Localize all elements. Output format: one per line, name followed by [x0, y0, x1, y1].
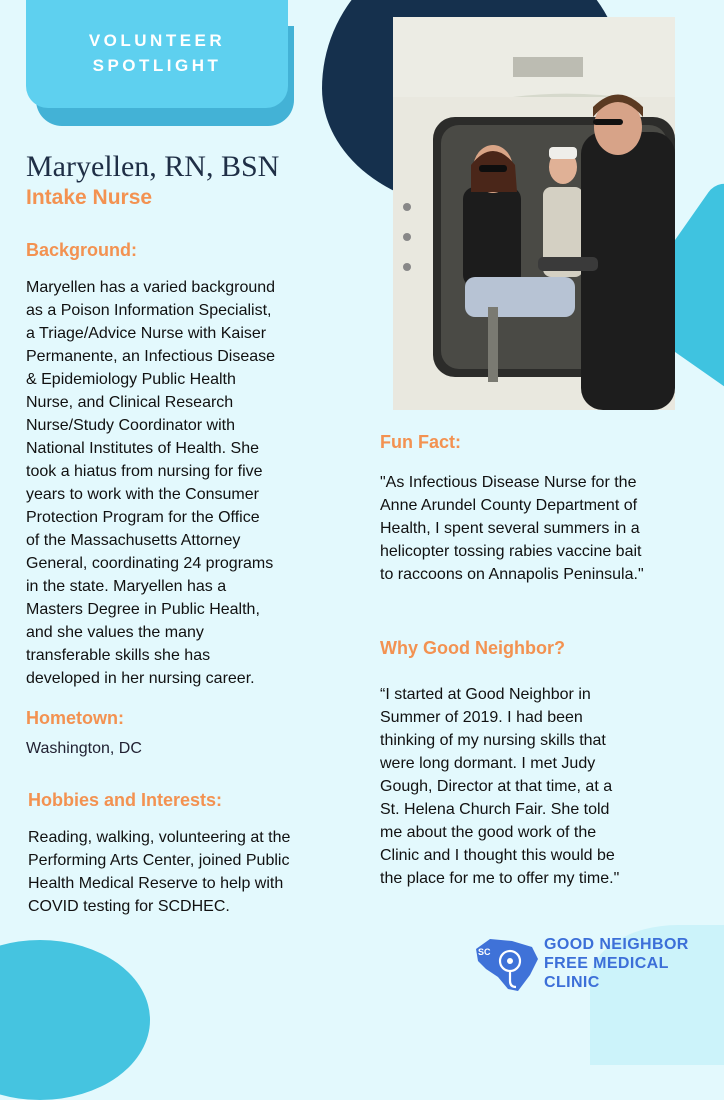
- background-line: Permanente, an Infectious Disease: [26, 348, 276, 365]
- background-line: General, coordinating 24 programs: [26, 555, 274, 572]
- fun-fact-heading: Fun Fact:: [380, 432, 461, 452]
- volunteer-photo: [393, 17, 675, 410]
- fun-fact-line: helicopter tossing rabies vaccine bait: [380, 543, 642, 560]
- logo-line-3: CLINIC: [544, 974, 600, 991]
- background-line: & Epidemiology Public Health: [26, 371, 236, 388]
- hobbies-line: COVID testing for SCDHEC.: [28, 898, 230, 915]
- bottom-left-decorative-blob: [0, 940, 150, 1100]
- background-line: Masters Degree in Public Health,: [26, 601, 260, 618]
- background-text: [26, 276, 275, 690]
- clinic-logo: [472, 933, 712, 998]
- logo-state-label: SC: [478, 947, 491, 957]
- volunteer-spotlight-banner: [26, 0, 288, 108]
- fun-fact-line: Anne Arundel County Department of: [380, 497, 638, 514]
- background-line: took a hiatus from nursing for five: [26, 463, 263, 480]
- clinic-logo-text: [544, 935, 689, 992]
- fun-fact-line: Health, I spent several summers in a: [380, 520, 640, 537]
- banner-line-1: VOLUNTEER: [88, 31, 226, 50]
- background-line: developed in her nursing career.: [26, 670, 255, 687]
- fun-fact-text: [380, 471, 644, 586]
- background-line: National Institutes of Health. She: [26, 440, 260, 457]
- why-line: Clinic and I thought this would be: [380, 847, 615, 864]
- fun-fact-line: "As Infectious Disease Nurse for the: [380, 474, 637, 491]
- hometown-value: Washington, DC: [26, 740, 142, 757]
- why-line: thinking of my nursing skills that: [380, 732, 606, 749]
- hobbies-text: [28, 826, 290, 918]
- background-line: Nurse, and Clinical Research: [26, 394, 234, 411]
- background-line: Protection Program for the Office: [26, 509, 260, 526]
- why-good-neighbor-heading: Why Good Neighbor?: [380, 638, 565, 658]
- why-line: St. Helena Church Fair. She told: [380, 801, 610, 818]
- why-line: were long dormant. I met Judy: [380, 755, 596, 772]
- background-line: as a Poison Information Specialist,: [26, 302, 272, 319]
- background-line: and she values the many: [26, 624, 204, 641]
- why-line: “I started at Good Neighbor in: [380, 686, 591, 703]
- background-heading: Background:: [26, 240, 138, 260]
- hobbies-heading: Hobbies and Interests:: [28, 790, 223, 810]
- logo-line-2: FREE MEDICAL: [544, 955, 669, 972]
- volunteer-name: Maryellen, RN, BSN: [26, 150, 280, 183]
- hometown-heading: Hometown:: [26, 708, 124, 728]
- hobbies-line: Reading, walking, volunteering at the: [28, 829, 291, 846]
- background-line: transferable skills she has: [26, 647, 211, 664]
- background-line: a Triage/Advice Nurse with Kaiser: [26, 325, 267, 342]
- fun-fact-line: to raccoons on Annapolis Peninsula.": [380, 566, 644, 583]
- volunteer-role: Intake Nurse: [26, 186, 153, 209]
- background-line: Nurse/Study Coordinator with: [26, 417, 235, 434]
- background-line: Maryellen has a varied background: [26, 279, 276, 296]
- hobbies-line: Performing Arts Center, joined Public: [28, 852, 290, 869]
- why-good-neighbor-text: [380, 683, 619, 890]
- background-line: years to work with the Consumer: [26, 486, 259, 503]
- why-line: me about the good work of the: [380, 824, 597, 841]
- why-line: Summer of 2019. I had been: [380, 709, 583, 726]
- background-line: of the Massachusetts Attorney: [26, 532, 241, 549]
- photo-volunteer-helicopter: [393, 17, 675, 410]
- why-line: Gough, Director at that time, at a: [380, 778, 613, 795]
- background-line: in the state. Maryellen has a: [26, 578, 227, 595]
- hobbies-line: Health Medical Reserve to help with: [28, 875, 284, 892]
- banner-line-2: SPOTLIGHT: [92, 56, 222, 75]
- south-carolina-stethoscope-icon: [472, 933, 542, 995]
- why-line: the place for me to offer my time.": [380, 870, 620, 887]
- logo-line-1: GOOD NEIGHBOR: [544, 936, 689, 953]
